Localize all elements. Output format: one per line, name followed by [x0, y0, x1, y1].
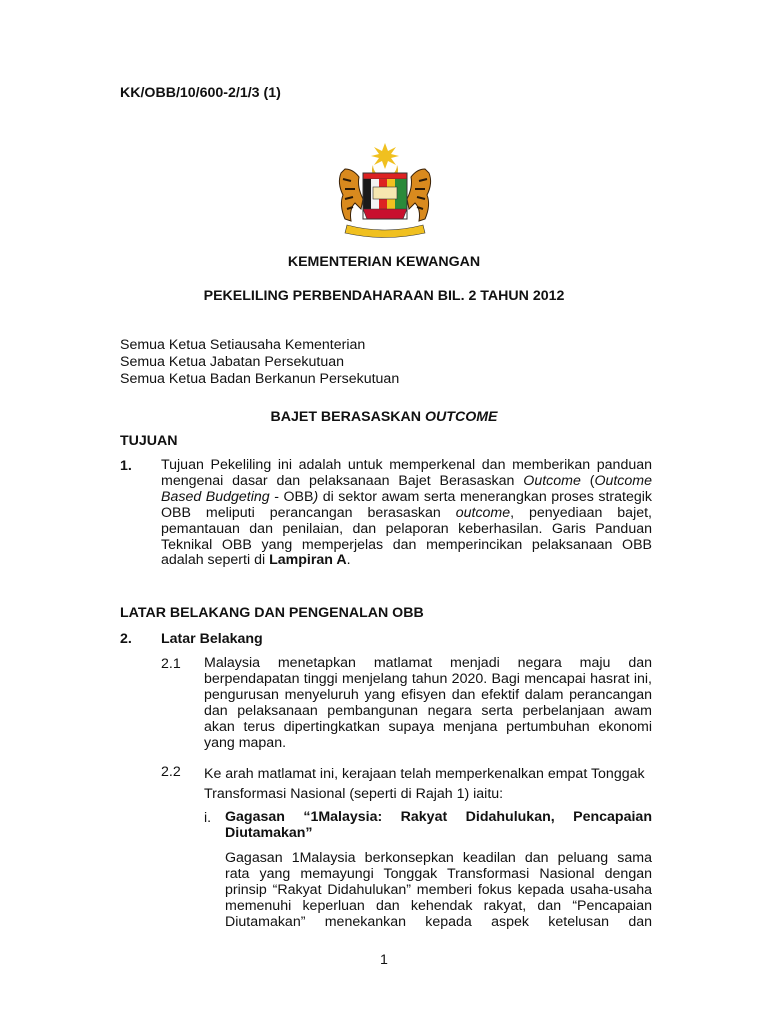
- text-line: Transformasi Nasional (seperti di Rajah 1) iaitu:: [204, 786, 504, 802]
- text-line: Diutamakan”: [225, 824, 313, 841]
- recipients-list: [120, 337, 399, 388]
- list-item-body: [225, 851, 652, 931]
- para1-line: adalah seperti di Lampiran A.: [161, 552, 351, 569]
- para1-line: Based Budgeting - OBB) di sektor awam serta menerangkan proses strategik: [161, 488, 652, 505]
- para1-line: Teknikal OBB yang memperjelas dan memperincikan pelaksanaan OBB: [161, 536, 652, 553]
- section-heading-latar-belakang: LATAR BELAKANG DAN PENGENALAN OBB: [120, 605, 424, 621]
- text-line: Ke arah matlamat ini, kerajaan telah memperkenalkan empat Tonggak: [204, 766, 645, 782]
- recipient-line: Semua Ketua Badan Berkanun Persekutuan: [120, 371, 400, 387]
- subparagraph-2-1: [204, 656, 652, 751]
- para1-line: mengenai dasar dan pelaksanaan Bajet Berasaskan Outcome (Outcome: [161, 472, 652, 489]
- ministry-name: KEMENTERIAN KEWANGAN: [287, 254, 481, 270]
- section-heading-tujuan: TUJUAN: [120, 433, 178, 449]
- subsection-title: Latar Belakang: [161, 631, 263, 647]
- para1-line: OBB meliputi perancangan berasaskan outcome, penyediaan bajet,: [161, 504, 652, 521]
- list-item-title: [225, 810, 652, 842]
- coat-of-arms-icon: [333, 143, 437, 241]
- paragraph-number: 2.: [120, 631, 132, 647]
- page-number: 1: [380, 952, 388, 968]
- subparagraph-number: 2.1: [161, 656, 181, 672]
- text-line: prinsip “Rakyat Didahulukan” memberi fokus kepada usaha-usaha: [225, 881, 652, 898]
- para1-line: pemantauan dan penilaian, dan pelaporan keberhasilan. Garis Panduan: [161, 520, 652, 537]
- text-line: yang mapan.: [204, 734, 287, 751]
- text-line: pengurusan menyeluruh yang efisyen dan efektif dalam perancangan: [204, 686, 652, 703]
- circular-title: PEKELILING PERBENDAHARAAN BIL. 2 TAHUN 2012: [203, 288, 565, 304]
- para1-line: Tujuan Pekeliling ini adalah untuk memperkenal dan memberikan panduan: [161, 457, 652, 473]
- text-line: berpendapatan tinggi menjelang tahun 2020. Bagi mencapai hasrat ini,: [204, 670, 652, 687]
- recipient-line: Semua Ketua Setiausaha Kementerian: [120, 337, 366, 353]
- subject-heading: [0, 409, 768, 425]
- subparagraph-2-2: [204, 764, 652, 804]
- subject-prefix: BAJET BERASASKAN: [270, 409, 425, 425]
- subject-italic: OUTCOME: [425, 409, 498, 425]
- text-line: akan terus dipertingkatkan supaya menjana pertumbuhan ekonomi: [204, 718, 652, 735]
- paragraph-number: 1.: [120, 458, 132, 474]
- text-line: Gagasan “1Malaysia: Rakyat Didahulukan, Pencapaian: [225, 809, 652, 825]
- text-line: Diutamakan” menekankan kepada aspek ketelusan dan: [225, 913, 652, 930]
- list-item-number: i.: [204, 810, 212, 826]
- paragraph-1: [161, 458, 652, 569]
- coat-of-arms-emblem: [333, 143, 437, 241]
- reference-number: KK/OBB/10/600-2/1/3 (1): [120, 85, 281, 101]
- text-line: Gagasan 1Malaysia berkonsepkan keadilan dan peluang sama: [225, 850, 652, 866]
- text-line: Malaysia menetapkan matlamat menjadi negara maju dan: [204, 655, 652, 671]
- text-line: dan pelaksanaan pembangunan negara serta perbelanjaan awam: [204, 702, 652, 719]
- text-line: rata yang memayungi Tonggak Transformasi Nasional dengan: [225, 865, 652, 882]
- text-line: memenuhi keperluan dan kehendak rakyat, dan “Pencapaian: [225, 897, 652, 914]
- recipient-line: Semua Ketua Jabatan Persekutuan: [120, 354, 345, 370]
- subparagraph-number: 2.2: [161, 764, 181, 780]
